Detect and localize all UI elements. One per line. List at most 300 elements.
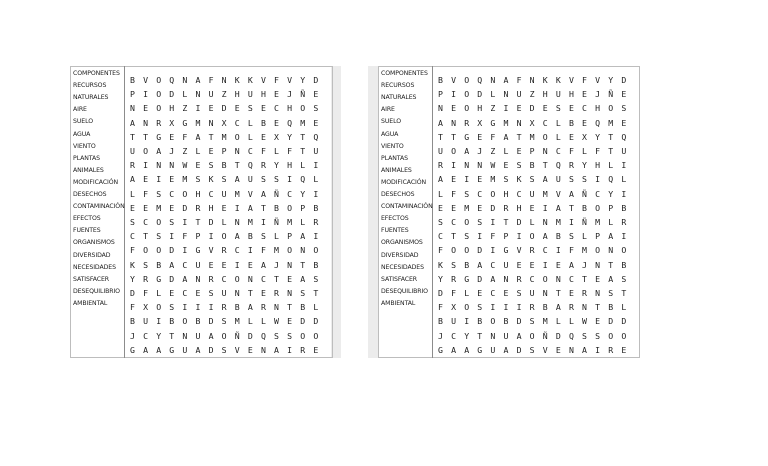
grid-letter: U xyxy=(529,188,535,199)
grid-letter: A xyxy=(503,75,509,85)
grid-letter: T xyxy=(287,302,293,313)
word-list-item: SUELO xyxy=(381,118,401,126)
grid-letter: C xyxy=(234,117,240,128)
grid-letter: O xyxy=(608,330,614,341)
grid-letter: R xyxy=(568,160,574,171)
grid-letter: I xyxy=(568,217,574,227)
word-list-item: DESEQUILIBRIO xyxy=(381,287,428,295)
grid-letter: W xyxy=(274,316,279,327)
grid-letter: M xyxy=(595,217,601,227)
grid-letter: N xyxy=(156,160,162,171)
grid-letter: I xyxy=(516,231,522,242)
grid-letter: C xyxy=(169,188,175,199)
grid-letter: U xyxy=(451,316,457,327)
grid-letter: O xyxy=(313,245,319,256)
grid-letter: B xyxy=(529,160,535,171)
grid-letter: H xyxy=(287,103,293,114)
word-list-item: AIRE xyxy=(73,106,87,114)
grid-letter: E xyxy=(451,103,457,114)
grid-letter: C xyxy=(477,188,483,199)
grid-letter: O xyxy=(529,330,535,341)
grid-letter: I xyxy=(247,245,253,256)
grid-letter: A xyxy=(182,273,188,284)
grid-letter: Q xyxy=(608,174,614,185)
grid-letter: N xyxy=(608,245,614,256)
grid-letter: E xyxy=(477,288,483,298)
grid-letter: U xyxy=(247,89,253,100)
grid-letter: L xyxy=(195,146,201,156)
grid-letter: O xyxy=(156,89,162,100)
grid-letter: N xyxy=(490,75,496,85)
grid-letter: L xyxy=(568,316,574,327)
grid-letter: S xyxy=(313,103,319,114)
grid-letter: I xyxy=(503,103,509,114)
grid-letter: N xyxy=(582,302,587,313)
grid-letter: S xyxy=(130,217,135,227)
grid-letter: S xyxy=(568,174,574,185)
grid-letter: I xyxy=(621,160,627,171)
word-list-item: SATISFACER xyxy=(381,275,417,283)
grid-letter: C xyxy=(260,273,266,284)
grid-letter: O xyxy=(156,75,162,85)
grid-letter: E xyxy=(516,259,522,270)
grid-letter: S xyxy=(516,288,522,298)
grid-letter: D xyxy=(438,288,443,298)
grid-letter: D xyxy=(300,316,306,327)
grid-letter: W xyxy=(582,316,587,327)
grid-letter: G xyxy=(195,245,201,256)
grid-letter: I xyxy=(464,174,470,185)
grid-letter: D xyxy=(169,245,175,256)
grid-letter: U xyxy=(503,330,509,341)
word-list-item: FUENTES xyxy=(73,227,101,235)
grid-letter: O xyxy=(156,103,162,114)
word-list-item: DIVERSIDAD xyxy=(381,251,419,259)
grid-letter: T xyxy=(477,330,483,341)
grid-letter: H xyxy=(195,188,201,199)
grid-letter: N xyxy=(274,302,279,313)
grid-letter: I xyxy=(490,245,496,256)
grid-letter: C xyxy=(143,330,149,341)
grid-letter: Ñ xyxy=(582,188,587,199)
grid-letter: U xyxy=(516,89,522,100)
grid-letter: D xyxy=(477,89,483,100)
word-list-item: PLANTAS xyxy=(381,154,408,162)
grid-letter: I xyxy=(143,160,149,171)
grid-letter: L xyxy=(156,288,162,298)
grid-letter: C xyxy=(542,117,548,128)
grid-letter: M xyxy=(156,202,162,213)
grid-letter: D xyxy=(516,217,522,227)
grid-letter: R xyxy=(274,288,279,298)
grid-letter: V xyxy=(143,75,149,85)
grid-letter: L xyxy=(621,174,627,185)
grid-letter: E xyxy=(260,103,266,114)
grid-letter: O xyxy=(287,202,293,213)
grid-letter: J xyxy=(582,259,587,270)
grid-letter: I xyxy=(195,302,201,313)
grid-letter: S xyxy=(221,174,227,185)
grid-letter: R xyxy=(529,245,535,256)
word-list-item: MODIFICACIÓN xyxy=(381,178,427,186)
grid-letter: U xyxy=(195,330,201,341)
grid-letter: S xyxy=(208,160,214,171)
grid-letter: E xyxy=(208,146,214,156)
grid-letter: U xyxy=(247,174,253,185)
grid-letter: T xyxy=(208,131,214,142)
grid-letter: P xyxy=(595,231,601,242)
grid-letter: I xyxy=(169,231,175,242)
grid-letter: A xyxy=(143,344,149,355)
grid-letter: I xyxy=(490,217,496,227)
grid-letter: U xyxy=(555,89,561,100)
grid-letter: S xyxy=(503,174,509,185)
grid-letter: E xyxy=(260,131,266,142)
grid-letter: I xyxy=(313,188,319,199)
grid-letter: S xyxy=(169,217,175,227)
grid-letter: A xyxy=(156,344,162,355)
grid-letter: C xyxy=(490,288,496,298)
grid-letter: H xyxy=(542,89,548,100)
word-list-item: EFECTOS xyxy=(381,215,409,223)
grid-letter: N xyxy=(503,89,509,100)
grid-letter: E xyxy=(169,174,175,185)
grid-letter: O xyxy=(156,302,162,313)
grid-letter: L xyxy=(582,231,587,242)
grid-letter: R xyxy=(438,160,443,171)
grid-letter: F xyxy=(208,75,214,85)
grid-letter: H xyxy=(287,160,293,171)
grid-letter: A xyxy=(247,202,253,213)
grid-letter: S xyxy=(582,330,587,341)
grid-letter: F xyxy=(568,245,574,256)
grid-letter: F xyxy=(130,302,135,313)
grid-letter: G xyxy=(503,245,509,256)
grid-letter: O xyxy=(490,316,496,327)
grid-letter: I xyxy=(208,302,214,313)
grid-letter: O xyxy=(464,75,470,85)
grid-letter: A xyxy=(608,273,614,284)
grid-letter: O xyxy=(542,273,548,284)
grid-letter: M xyxy=(195,117,201,128)
word-search-sheet-left xyxy=(70,66,333,358)
grid-letter: B xyxy=(555,231,561,242)
grid-letter: S xyxy=(143,259,149,270)
grid-letter: O xyxy=(143,146,149,156)
grid-letter: I xyxy=(451,160,457,171)
grid-letter: V xyxy=(451,75,457,85)
grid-letter: Ñ xyxy=(300,89,306,100)
grid-letter: S xyxy=(529,316,535,327)
grid-letter: V xyxy=(516,245,522,256)
grid-letter: L xyxy=(247,131,253,142)
grid-letter: T xyxy=(300,131,306,142)
grid-letter: E xyxy=(247,259,253,270)
grid-letter: F xyxy=(451,188,457,199)
grid-letter: O xyxy=(300,330,306,341)
grid-letter: C xyxy=(451,217,457,227)
grid-letter: P xyxy=(438,89,443,100)
grid-letter: M xyxy=(464,202,470,213)
grid-letter: C xyxy=(568,273,574,284)
grid-letter: X xyxy=(477,117,483,128)
grid-letter: M xyxy=(182,174,188,185)
grid-letter: I xyxy=(287,344,293,355)
grid-letter: E xyxy=(313,89,319,100)
word-list-item: VIENTO xyxy=(381,142,404,150)
grid-letter: E xyxy=(287,316,293,327)
grid-letter: L xyxy=(608,217,614,227)
grid-letter: S xyxy=(529,174,535,185)
grid-letter: H xyxy=(595,103,601,114)
grid-letter: L xyxy=(555,117,561,128)
grid-letter: R xyxy=(221,245,227,256)
grid-letter: L xyxy=(274,146,279,156)
grid-letter: O xyxy=(234,273,240,284)
grid-letter: Q xyxy=(169,75,175,85)
word-list-item: COMPONENTES xyxy=(73,70,120,77)
grid-letter: E xyxy=(130,202,135,213)
grid-letter: L xyxy=(247,316,253,327)
grid-letter: T xyxy=(143,131,149,142)
word-list-item: DESEQUILIBRIO xyxy=(73,287,120,295)
grid-letter: C xyxy=(130,231,135,242)
grid-letter: R xyxy=(464,117,470,128)
grid-row xyxy=(438,338,634,356)
grid-letter: E xyxy=(438,202,443,213)
grid-letter: S xyxy=(477,302,483,313)
grid-letter: E xyxy=(621,117,627,128)
grid-letter: S xyxy=(595,330,601,341)
grid-letter: Ñ xyxy=(234,330,240,341)
grid-letter: N xyxy=(247,273,253,284)
grid-letter: R xyxy=(300,344,306,355)
grid-letter: O xyxy=(464,103,470,114)
grid-letter: Q xyxy=(621,131,627,142)
grid-letter: S xyxy=(195,174,201,185)
grid-letter: B xyxy=(568,117,574,128)
word-list-item: COMPONENTES xyxy=(381,70,428,77)
grid-letter: L xyxy=(555,131,561,142)
grid-letter: L xyxy=(490,89,496,100)
grid-letter: G xyxy=(464,273,470,284)
grid-letter: B xyxy=(221,160,227,171)
word-list-item: NATURALES xyxy=(73,94,109,102)
grid-letter: B xyxy=(621,259,627,270)
grid-letter: R xyxy=(621,217,627,227)
grid-letter: U xyxy=(130,146,135,156)
grid-letter: S xyxy=(477,217,483,227)
grid-letter: D xyxy=(608,316,614,327)
grid-letter: Y xyxy=(287,131,293,142)
grid-letter: E xyxy=(595,273,601,284)
grid-letter: S xyxy=(274,174,279,185)
grid-letter: D xyxy=(208,217,214,227)
grid-letter: V xyxy=(208,245,214,256)
grid-letter: D xyxy=(477,245,483,256)
grid-letter: N xyxy=(182,75,188,85)
grid-letter: O xyxy=(313,330,319,341)
grid-letter: S xyxy=(300,288,306,298)
grid-letter: F xyxy=(582,75,587,85)
grid-letter: Z xyxy=(490,146,496,156)
grid-letter: C xyxy=(221,273,227,284)
grid-letter: G xyxy=(464,131,470,142)
grid-letter: E xyxy=(451,174,457,185)
grid-letter: O xyxy=(221,231,227,242)
grid-letter: I xyxy=(595,344,601,355)
grid-letter: E xyxy=(143,202,149,213)
grid-letter: V xyxy=(542,344,548,355)
grid-letter: L xyxy=(621,302,627,313)
grid-letter: Ñ xyxy=(274,217,279,227)
grid-letter: L xyxy=(247,117,253,128)
grid-letter: N xyxy=(490,330,496,341)
page-shadow xyxy=(368,66,378,358)
grid-letter: B xyxy=(503,316,509,327)
grid-letter: B xyxy=(169,316,175,327)
grid-letter: A xyxy=(464,146,470,156)
grid-letter: Q xyxy=(555,160,561,171)
grid-letter: E xyxy=(529,202,535,213)
grid-letter: S xyxy=(156,231,162,242)
grid-letter: D xyxy=(313,316,319,327)
grid-letter: A xyxy=(568,188,574,199)
grid-letter: Y xyxy=(300,75,306,85)
grid-letter: N xyxy=(542,217,548,227)
word-list-item: CONTAMINACIÓN xyxy=(381,203,433,211)
grid-letter: E xyxy=(516,103,522,114)
grid-letter: Q xyxy=(477,75,483,85)
grid-letter: E xyxy=(274,117,279,128)
grid-letter: K xyxy=(208,174,214,185)
grid-letter: A xyxy=(555,302,561,313)
grid-letter: A xyxy=(555,202,561,213)
grid-letter: I xyxy=(182,245,188,256)
grid-letter: R xyxy=(208,273,214,284)
word-list-item: AMBIENTAL xyxy=(381,299,416,307)
grid-letter: U xyxy=(195,259,201,270)
grid-letter: P xyxy=(503,231,509,242)
word-list-item: SUELO xyxy=(73,118,93,126)
grid-letter: I xyxy=(313,160,319,171)
grid-letter: I xyxy=(516,302,522,313)
grid-letter: E xyxy=(595,316,601,327)
grid-letter: Y xyxy=(130,273,135,284)
grid-letter: U xyxy=(143,316,149,327)
grid-letter: B xyxy=(156,259,162,270)
grid-letter: D xyxy=(516,344,522,355)
grid-letter: E xyxy=(221,259,227,270)
grid-letter: H xyxy=(503,188,509,199)
grid-letter: T xyxy=(595,302,601,313)
grid-letter: S xyxy=(221,344,227,355)
grid-letter: P xyxy=(287,231,293,242)
grid-letter: I xyxy=(595,174,601,185)
grid-letter: N xyxy=(438,103,443,114)
grid-letter: S xyxy=(516,160,522,171)
grid-letter: A xyxy=(130,117,135,128)
grid-letter: B xyxy=(195,316,201,327)
grid-letter: O xyxy=(464,302,470,313)
word-list-item: DESECHOS xyxy=(73,191,107,198)
grid-letter: S xyxy=(313,273,319,284)
grid-letter: I xyxy=(503,302,509,313)
grid-letter: U xyxy=(182,344,188,355)
grid-letter: A xyxy=(130,174,135,185)
grid-letter: J xyxy=(477,146,483,156)
grid-letter: I xyxy=(313,231,319,242)
grid-letter: N xyxy=(516,117,522,128)
word-list-item: VIENTO xyxy=(73,142,96,150)
grid-letter: O xyxy=(300,103,306,114)
grid-letter: S xyxy=(555,103,561,114)
grid-letter: E xyxy=(516,146,522,156)
grid-letter: P xyxy=(608,202,614,213)
grid-letter: D xyxy=(169,89,175,100)
grid-letter: C xyxy=(529,273,535,284)
grid-letter: N xyxy=(234,146,240,156)
grid-letter: H xyxy=(568,89,574,100)
grid-letter: E xyxy=(582,117,587,128)
grid-letter: C xyxy=(234,245,240,256)
grid-letter: I xyxy=(451,89,457,100)
grid-letter: B xyxy=(274,202,279,213)
grid-letter: D xyxy=(529,103,535,114)
grid-letter: J xyxy=(130,330,135,341)
grid-letter: G xyxy=(477,344,483,355)
grid-letter: E xyxy=(477,174,483,185)
grid-letter: T xyxy=(568,202,574,213)
grid-letter: J xyxy=(274,259,279,270)
grid-letter: E xyxy=(195,160,201,171)
grid-letter: O xyxy=(234,131,240,142)
grid-letter: Y xyxy=(300,188,306,199)
grid-letter: I xyxy=(182,302,188,313)
grid-letter: K xyxy=(130,259,135,270)
grid-letter: V xyxy=(234,344,240,355)
grid-letter: M xyxy=(582,245,587,256)
word-list-item: ORGANISMOS xyxy=(73,239,115,247)
grid-letter: A xyxy=(195,75,201,85)
grid-letter: T xyxy=(313,288,319,298)
grid-letter: A xyxy=(156,146,162,156)
grid-letter: P xyxy=(130,89,135,100)
grid-letter: E xyxy=(555,259,561,270)
grid-letter: T xyxy=(542,160,548,171)
grid-letter: D xyxy=(169,273,175,284)
grid-letter: H xyxy=(595,160,601,171)
grid-letter: T xyxy=(582,273,587,284)
grid-letter: B xyxy=(300,302,306,313)
grid-letter: D xyxy=(313,75,319,85)
grid-letter: U xyxy=(221,288,227,298)
word-list-item: NECESIDADES xyxy=(381,263,424,271)
grid-letter: E xyxy=(582,89,587,100)
grid-letter: A xyxy=(542,231,548,242)
grid-letter: Y xyxy=(156,330,162,341)
grid-letter: N xyxy=(503,273,509,284)
grid-letter: X xyxy=(143,302,149,313)
grid-letter: X xyxy=(274,131,279,142)
grid-letter: C xyxy=(143,217,149,227)
grid-letter: U xyxy=(221,188,227,199)
grid-letter: H xyxy=(169,103,175,114)
grid-letter: L xyxy=(529,217,535,227)
grid-letter: I xyxy=(621,188,627,199)
grid-letter: I xyxy=(477,231,483,242)
grid-letter: E xyxy=(568,288,574,298)
